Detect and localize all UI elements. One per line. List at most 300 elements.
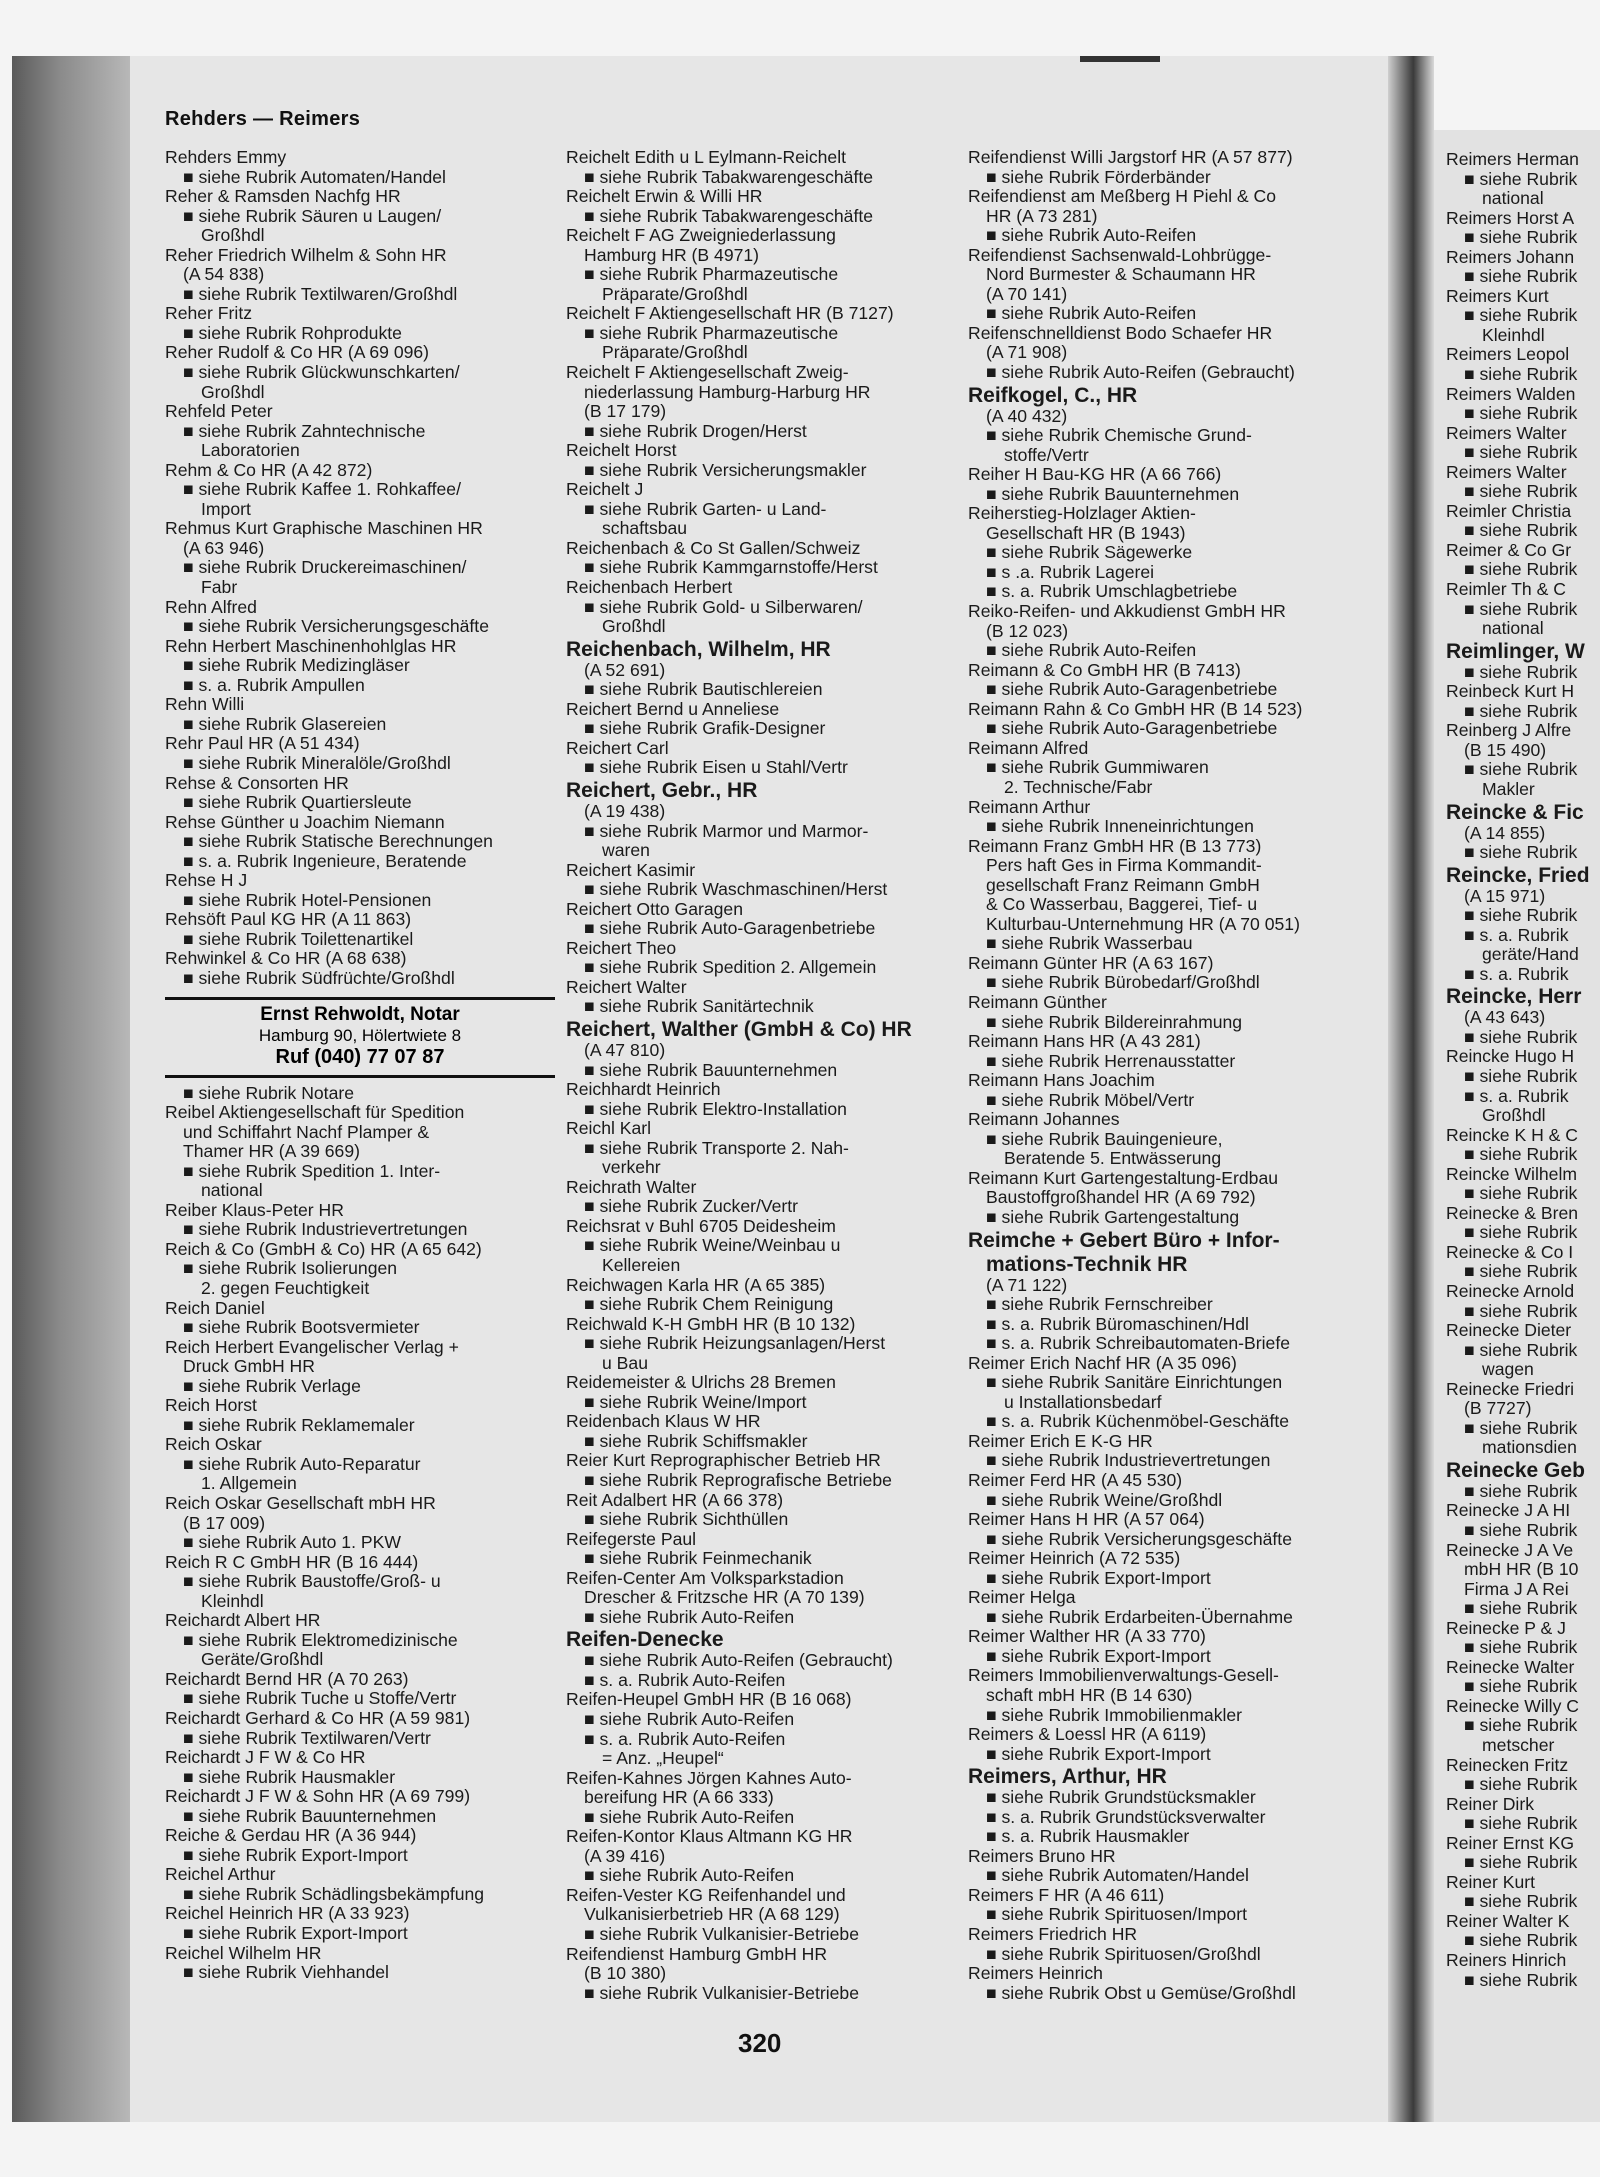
directory-subentry: ■ siehe Rubrik Bauunternehmen — [986, 483, 1240, 504]
directory-subentry: stoffe/Vertr — [1004, 444, 1089, 465]
directory-entry: Rehm & Co HR (A 42 872) — [165, 459, 373, 480]
directory-entry: Reichelt Erwin & Willi HR — [566, 186, 763, 207]
directory-entry: Reinecke Friedri — [1446, 1378, 1575, 1399]
directory-entry: Reinberg J Alfre — [1446, 720, 1572, 741]
directory-subentry: ■ siehe Rubrik Export-Import — [986, 1645, 1211, 1666]
directory-subentry: ■ siehe Rubrik Spedition 1. Inter- — [183, 1160, 441, 1181]
directory-entry: Reichrath Walter — [566, 1176, 697, 1197]
directory-subentry: ■ siehe Rubrik Grafik-Designer — [584, 718, 826, 739]
directory-subentry: Kleinhdl — [1482, 324, 1545, 345]
directory-subentry: u Installationsbedarf — [1004, 1391, 1162, 1412]
directory-entry: Reichelt F Aktiengesellschaft Zweig- — [566, 362, 849, 383]
directory-subentry: ■ siehe Rubrik Industrievertretungen — [183, 1219, 468, 1240]
directory-subentry: Hamburg HR (B 4971) — [584, 244, 760, 265]
directory-subentry: ■ siehe Rubrik Weine/Import — [584, 1391, 807, 1412]
directory-entry: Reifen-Kahnes Jörgen Kahnes Auto- — [566, 1767, 852, 1788]
directory-subentry: ■ siehe Rubrik Sägewerke — [986, 542, 1193, 563]
directory-subentry: mationsdien — [1482, 1437, 1577, 1458]
directory-subentry: ■ siehe Rubrik Elektromedizinische — [183, 1629, 458, 1650]
directory-entry: Reimann & Co GmbH HR (B 7413) — [968, 659, 1241, 680]
directory-subentry: Laboratorien — [201, 440, 300, 461]
column-1 — [165, 148, 555, 1983]
directory-subentry: ■ siehe Rubrik Schädlingsbekämpfung — [183, 1883, 485, 1904]
directory-subentry: verkehr — [602, 1157, 661, 1178]
directory-subentry: Import — [201, 498, 251, 519]
directory-subentry: ■ siehe Rubrik Spedition 2. Allgemein — [584, 957, 877, 978]
directory-subentry: ■ siehe Rubrik Versicherungsgeschäfte — [183, 616, 489, 637]
directory-subentry: ■ siehe Rubrik Statische Berechnungen — [183, 831, 493, 852]
directory-entry: Reifendienst Hamburg GmbH HR — [566, 1943, 828, 1964]
directory-entry: Reichsrat v Buhl 6705 Deidesheim — [566, 1215, 836, 1236]
directory-entry: Reichert Bernd u Anneliese — [566, 698, 780, 719]
directory-entry: Reichelt J — [566, 479, 644, 500]
directory-subentry: ■ s. a. Rubrik Ingenieure, Beratende — [183, 850, 467, 871]
directory-subentry: ■ siehe Rubrik Kammgarnstoffe/Herst — [584, 557, 878, 578]
directory-subentry: mbH HR (B 10 — [1464, 1559, 1579, 1580]
directory-subentry: schaft mbH HR (B 14 630) — [986, 1685, 1193, 1706]
directory-subentry: ■ siehe Rubrik Sichthüllen — [584, 1509, 789, 1530]
directory-entry: Reifenschnelldienst Bodo Schaefer HR — [968, 322, 1273, 343]
directory-entry: Reifendienst am Meßberg H Piehl & Co — [968, 186, 1277, 207]
directory-entry: Reich & Co (GmbH & Co) HR (A 65 642) — [165, 1238, 482, 1259]
directory-subentry: = Anz. „Heupel“ — [602, 1748, 724, 1769]
directory-entry: Reher Fritz — [165, 303, 253, 324]
directory-entry-bold: Reinecke Geb — [1446, 1458, 1585, 1482]
directory-subentry: ■ siehe Rubrik — [1464, 1520, 1578, 1540]
directory-entry: Reimann Alfred — [968, 737, 1089, 758]
directory-subentry: 1. Allgemein — [201, 1473, 297, 1494]
directory-entry-bold: Reincke & Fic — [1446, 800, 1584, 824]
directory-entry: Reimer Hans H HR (A 57 064) — [968, 1509, 1205, 1530]
directory-subentry: (A 47 810) — [584, 1039, 666, 1060]
directory-entry: Reichert Kasimir — [566, 859, 696, 880]
directory-entry: Reifen-Center Am Volksparkstadion — [566, 1567, 844, 1588]
directory-subentry: (A 52 691) — [584, 659, 666, 680]
directory-entry: Reimers Bruno HR — [968, 1845, 1116, 1866]
directory-subentry: ■ s. a. Rubrik Büromaschinen/Hdl — [986, 1313, 1249, 1334]
directory-subentry: ■ siehe Rubrik Medizingläser — [183, 655, 410, 676]
directory-subentry: ■ siehe Rubrik Auto-Garagenbetriebe — [584, 918, 876, 939]
directory-subentry: ■ siehe Rubrik — [1464, 905, 1578, 926]
directory-subentry: ■ siehe Rubrik Automaten/Handel — [183, 166, 446, 187]
directory-entry: Reinecke J A Ve — [1446, 1539, 1574, 1560]
directory-subentry: schaftsbau — [602, 518, 688, 539]
directory-subentry: ■ siehe Rubrik Auto 1. PKW — [183, 1532, 401, 1553]
directory-entry: Reiherstieg-Holzlager Aktien- — [968, 503, 1196, 524]
directory-subentry: ■ siehe Rubrik Erdarbeiten-Übernahme — [986, 1606, 1293, 1627]
directory-subentry: Kellereien — [602, 1254, 681, 1275]
directory-subentry: (A 71 122) — [986, 1274, 1068, 1295]
directory-subentry: ■ siehe Rubrik — [1464, 481, 1578, 502]
directory-subentry: Kleinhdl — [201, 1590, 264, 1611]
directory-subentry: ■ siehe Rubrik Industrievertretungen — [986, 1450, 1271, 1471]
directory-entry: Reimer Erich E K-G HR — [968, 1430, 1153, 1451]
directory-subentry: (A 40 432) — [986, 405, 1068, 426]
directory-subentry: ■ siehe Rubrik Spirituosen/Import — [986, 1904, 1247, 1925]
directory-subentry: ■ siehe Rubrik Auto-Reifen — [986, 303, 1197, 324]
directory-entry: Reimer Ferd HR (A 45 530) — [968, 1470, 1183, 1490]
directory-subentry: ■ siehe Rubrik Kaffee 1. Rohkaffee/ — [183, 479, 461, 500]
directory-entry: Reibel Aktiengesellschaft für Spedition — [165, 1102, 465, 1123]
directory-entry: Reimers Walter — [1446, 422, 1567, 443]
directory-subentry: ■ siehe Rubrik — [1464, 598, 1578, 619]
directory-entry: Reifegerste Paul — [566, 1528, 697, 1549]
directory-entry: Reichwagen Karla HR (A 65 385) — [566, 1274, 826, 1295]
directory-subentry: u Bau — [602, 1352, 648, 1373]
directory-subentry: ■ siehe Rubrik Tuche u Stoffe/Vertr — [183, 1688, 457, 1709]
directory-subentry: (A 15 971) — [1464, 885, 1546, 906]
directory-entry: Reichert Otto Garagen — [566, 898, 744, 919]
directory-subentry: ■ siehe Rubrik Inneneinrichtungen — [986, 816, 1254, 837]
directory-entry: Reit Adalbert HR (A 66 378) — [566, 1489, 784, 1510]
directory-subentry: (B 12 023) — [986, 620, 1069, 641]
directory-entry: Reimann Hans HR (A 43 281) — [968, 1031, 1201, 1052]
directory-entry-bold: Reichert, Walther (GmbH & Co) HR — [566, 1017, 912, 1041]
directory-subentry: ■ siehe Rubrik — [1464, 842, 1578, 863]
directory-subentry: ■ s. a. Rubrik — [1464, 1085, 1569, 1106]
directory-subentry: ■ siehe Rubrik Isolierungen — [183, 1258, 398, 1279]
directory-subentry: ■ siehe Rubrik Glückwunschkarten/ — [183, 362, 460, 383]
directory-subentry: ■ siehe Rubrik Sanitäre Einrichtungen — [986, 1372, 1283, 1393]
directory-subentry: ■ siehe Rubrik Bootsvermieter — [183, 1317, 420, 1338]
directory-entry: Reinecke P & J — [1446, 1617, 1566, 1638]
directory-subentry: ■ s. a. Rubrik Hausmakler — [986, 1826, 1190, 1847]
directory-entry: Reimers Friedrich HR — [968, 1924, 1138, 1945]
directory-subentry: ■ siehe Rubrik Versicherungsmakler — [584, 459, 867, 480]
directory-entry: Reimann Arthur — [968, 796, 1091, 817]
directory-subentry: geräte/Hand — [1482, 944, 1579, 965]
directory-subentry: ■ siehe Rubrik — [1464, 661, 1578, 682]
directory-entry: Reimer Walther HR (A 33 770) — [968, 1626, 1206, 1647]
directory-subentry: ■ siehe Rubrik Zahntechnische — [183, 420, 426, 441]
directory-entry: Reimer Erich Nachf HR (A 35 096) — [968, 1352, 1237, 1373]
directory-entry: Reiko-Reifen- und Akkudienst GmbH HR — [968, 601, 1286, 622]
directory-entry: Reichwald K-H GmbH HR (B 10 132) — [566, 1313, 856, 1334]
directory-subentry: (A 14 855) — [1464, 822, 1546, 843]
directory-entry: Reinecken Fritz — [1446, 1754, 1569, 1775]
directory-subentry: ■ s. a. Rubrik Auto-Reifen — [584, 1669, 786, 1690]
directory-entry: Rehwinkel & Co HR (A 68 638) — [165, 948, 407, 969]
directory-entry: Rehsöft Paul KG HR (A 11 863) — [165, 909, 412, 930]
directory-entry: Rehn Willi — [165, 694, 245, 715]
directory-subentry: Thamer HR (A 39 669) — [183, 1141, 360, 1162]
directory-subentry: ■ siehe Rubrik — [1464, 1222, 1578, 1243]
directory-subentry: ■ siehe Rubrik Mineralöle/Großhdl — [183, 752, 451, 773]
directory-subentry: ■ siehe Rubrik Glasereien — [183, 713, 387, 734]
directory-entry: Reichelt F AG Zweigniederlassung — [566, 225, 836, 246]
directory-subentry: Kulturbau-Unternehmung HR (A 70 051) — [986, 913, 1300, 934]
directory-subentry: ■ siehe Rubrik Herrenausstatter — [986, 1050, 1236, 1071]
directory-entry: Reifen-Vester KG Reifenhandel und — [566, 1884, 846, 1905]
directory-subentry: ■ siehe Rubrik Wasserbau — [986, 933, 1193, 954]
directory-entry: Reichel Wilhelm HR — [165, 1942, 322, 1963]
directory-subentry: ■ siehe Rubrik Viehhandel — [183, 1962, 389, 1983]
directory-subentry: niederlassung Hamburg-Harburg HR — [584, 381, 871, 402]
directory-entry: Rehse H J — [165, 870, 248, 891]
directory-subentry: ■ siehe Rubrik Bauingenieure, — [986, 1128, 1223, 1149]
directory-entry: Reichert Theo — [566, 937, 677, 958]
directory-entry-bold: Reifen-Denecke — [566, 1628, 724, 1652]
directory-entry: Reher Rudolf & Co HR (A 69 096) — [165, 342, 430, 363]
directory-entry: Reichelt F Aktiengesellschaft HR (B 7127) — [566, 303, 894, 324]
directory-subentry: ■ siehe Rubrik Pharmazeutische — [584, 264, 839, 285]
directory-entry: Reinecke J A HI — [1446, 1500, 1571, 1521]
directory-subentry: (B 7727) — [1464, 1398, 1532, 1419]
notary-advertisement — [165, 997, 555, 1078]
directory-subentry: ■ siehe Rubrik — [1464, 266, 1578, 287]
directory-subentry: ■ siehe Rubrik Heizungsanlagen/Herst — [584, 1333, 886, 1354]
directory-entry: Reichenbach Herbert — [566, 577, 733, 598]
directory-subentry: ■ siehe Rubrik Bildereinrahmung — [986, 1011, 1243, 1032]
directory-subentry: ■ siehe Rubrik — [1464, 1891, 1578, 1912]
directory-subentry: Geräte/Großhdl — [201, 1649, 324, 1670]
directory-subentry: ■ siehe Rubrik — [1464, 1637, 1578, 1658]
notary-name: Ernst Rehwoldt, Notar — [260, 1003, 460, 1025]
directory-subentry: Baustoffgroßhandel HR (A 69 792) — [986, 1187, 1256, 1208]
directory-subentry: gesellschaft Franz Reimann GmbH — [986, 874, 1260, 895]
directory-subentry: ■ siehe Rubrik Hotel-Pensionen — [183, 889, 432, 910]
directory-entry: Reinecke Willy C — [1446, 1695, 1579, 1716]
directory-subentry: ■ siehe Rubrik — [1464, 442, 1578, 463]
directory-subentry: ■ siehe Rubrik Auto-Reifen — [584, 1806, 795, 1827]
directory-subentry: ■ siehe Rubrik Gold- u Silberwaren/ — [584, 596, 863, 617]
directory-subentry: ■ siehe Rubrik Chemische Grund- — [986, 425, 1252, 446]
directory-entry: Reich Horst — [165, 1395, 257, 1416]
directory-subentry: ■ siehe Rubrik — [1464, 1813, 1578, 1834]
directory-subentry: ■ siehe Rubrik Fernschreiber — [986, 1294, 1213, 1315]
directory-entry: Reichardt Gerhard & Co HR (A 59 981) — [165, 1708, 471, 1729]
directory-subentry: ■ siehe Rubrik — [1464, 1969, 1578, 1990]
directory-subentry: Präparate/Großhdl — [602, 342, 748, 363]
directory-subentry: ■ siehe Rubrik Eisen u Stahl/Vertr — [584, 757, 848, 778]
directory-entry: Reinecke & Co I — [1446, 1241, 1574, 1262]
directory-subentry: ■ siehe Rubrik Export-Import — [986, 1567, 1211, 1588]
directory-subentry: ■ siehe Rubrik Export-Import — [986, 1743, 1211, 1764]
notary-phone: Ruf (040) 77 07 87 — [275, 1045, 445, 1068]
directory-entry-bold: Reimlinger, W — [1446, 639, 1585, 663]
directory-subentry: ■ siehe Rubrik — [1464, 1339, 1578, 1360]
directory-subentry: ■ siehe Rubrik Toilettenartikel — [183, 928, 414, 949]
directory-entry: Reimers F HR (A 46 611) — [968, 1884, 1165, 1905]
directory-entry: Reiner Ernst KG — [1446, 1832, 1575, 1853]
directory-subentry: ■ s .a. Rubrik Lagerei — [986, 561, 1155, 582]
directory-entry: Reiners Hinrich — [1446, 1950, 1567, 1971]
directory-entry: Reimers Heinrich — [968, 1963, 1103, 1984]
directory-subentry: ■ siehe Rubrik Marmor und Marmor- — [584, 820, 869, 841]
directory-subentry: ■ siehe Rubrik — [1464, 1715, 1578, 1736]
directory-entry: Rehr Paul HR (A 51 434) — [165, 733, 360, 754]
directory-entry: Reimer & Co Gr — [1446, 539, 1572, 560]
directory-entry: Reichardt Albert HR — [165, 1610, 321, 1631]
directory-subentry: ■ siehe Rubrik Zucker/Vertr — [584, 1196, 799, 1217]
directory-subentry: Vulkanisierbetrieb HR (A 68 129) — [584, 1904, 840, 1925]
directory-entry: Reichel Heinrich HR (A 33 923) — [165, 1903, 410, 1924]
directory-entry: Reimler Christia — [1446, 500, 1572, 521]
directory-subentry: ■ siehe Rubrik — [1464, 759, 1578, 780]
book-edge — [12, 56, 130, 2122]
directory-subentry: (A 43 643) — [1464, 1007, 1546, 1028]
page-header: Rehders — Reimers — [165, 108, 361, 130]
directory-entry: Reichel Arthur — [165, 1864, 276, 1885]
directory-entry: Reich Oskar Gesellschaft mbH HR — [165, 1493, 436, 1513]
directory-subentry: ■ siehe Rubrik Auto-Reifen — [986, 225, 1197, 246]
directory-subentry: und Schiffahrt Nachf Plamper & — [183, 1121, 430, 1142]
directory-subentry: ■ siehe Rubrik — [1464, 1300, 1578, 1321]
directory-subentry: ■ s. a. Rubrik Ampullen — [183, 674, 365, 695]
directory-subentry: ■ siehe Rubrik — [1464, 559, 1578, 580]
directory-entry-bold: Reimche + Gebert Büro + Infor- — [968, 1228, 1280, 1252]
directory-subentry: ■ siehe Rubrik Vulkanisier-Betriebe — [584, 1924, 859, 1945]
directory-subentry: ■ siehe Rubrik Bauunternehmen — [584, 1059, 838, 1080]
directory-subentry: ■ siehe Rubrik — [1464, 1417, 1578, 1438]
directory-subentry: ■ siehe Rubrik Feinmechanik — [584, 1548, 812, 1569]
directory-subentry: ■ siehe Rubrik Automaten/Handel — [986, 1865, 1249, 1886]
directory-subentry: ■ siehe Rubrik — [1464, 1676, 1578, 1697]
directory-subentry: (B 15 490) — [1464, 739, 1547, 760]
directory-subentry: ■ siehe Rubrik — [1464, 1598, 1578, 1619]
directory-subentry: & Co Wasserbau, Baggerei, Tief- u — [986, 894, 1258, 915]
directory-subentry: ■ siehe Rubrik Vulkanisier-Betriebe — [584, 1982, 859, 2003]
directory-subentry: Makler — [1482, 778, 1535, 799]
directory-subentry: Großhdl — [201, 381, 265, 402]
directory-subentry: ■ s. a. Rubrik Grundstücksverwalter — [986, 1806, 1266, 1827]
directory-subentry: ■ siehe Rubrik Textilwaren/Großhdl — [183, 283, 458, 304]
directory-subentry: ■ siehe Rubrik Elektro-Installation — [584, 1098, 847, 1119]
directory-entry: Reich R C GmbH HR (B 16 444) — [165, 1551, 419, 1572]
directory-entry: Reinbeck Kurt H — [1446, 681, 1575, 702]
directory-subentry: ■ siehe Rubrik Möbel/Vertr — [986, 1089, 1195, 1110]
directory-subentry: Präparate/Großhdl — [602, 283, 748, 304]
directory-subentry: ■ s. a. Rubrik Auto-Reifen — [584, 1728, 786, 1749]
directory-entry: Reinecke & Bren — [1446, 1202, 1579, 1223]
directory-subentry: waren — [602, 840, 650, 861]
directory-subentry: ■ siehe Rubrik Auto-Reifen — [986, 640, 1197, 661]
column-2 — [566, 148, 956, 2003]
directory-subentry: Pers haft Ges in Firma Kommandit- — [986, 855, 1262, 876]
directory-subentry: Nord Burmester & Schaumann HR — [986, 264, 1256, 285]
directory-subentry: (B 10 380) — [584, 1963, 667, 1984]
directory-entry: Reiher H Bau-KG HR (A 66 766) — [968, 464, 1222, 485]
directory-entry: Reinecke Walter — [1446, 1656, 1575, 1677]
directory-entry-bold: Reifkogel, C., HR — [968, 383, 1138, 407]
directory-entry: Reifen-Heupel GmbH HR (B 16 068) — [566, 1689, 852, 1710]
directory-entry-bold: Reincke, Fried — [1446, 863, 1590, 887]
directory-entry: Reimers Horst A — [1446, 207, 1575, 228]
directory-subentry: ■ siehe Rubrik Druckereimaschinen/ — [183, 557, 467, 578]
directory-entry: Reimann Kurt Gartengestaltung-Erdbau — [968, 1167, 1279, 1188]
directory-subentry: ■ siehe Rubrik — [1464, 227, 1578, 248]
directory-entry: Reichelt Horst — [566, 440, 677, 461]
directory-subentry: ■ siehe Rubrik Transporte 2. Nah- — [584, 1137, 849, 1158]
directory-subentry: ■ siehe Rubrik Notare — [183, 1082, 354, 1103]
directory-subentry: ■ siehe Rubrik Säuren u Laugen/ — [183, 205, 442, 226]
directory-subentry: 2. Technische/Fabr — [1004, 776, 1153, 797]
directory-subentry: ■ siehe Rubrik — [1464, 1930, 1578, 1951]
directory-entry: Reimann Günter HR (A 63 167) — [968, 952, 1214, 973]
directory-entry: Reinecke Dieter — [1446, 1320, 1572, 1341]
directory-subentry: ■ s. a. Rubrik Umschlagbetriebe — [986, 581, 1238, 602]
directory-subentry: ■ siehe Rubrik Textilwaren/Vertr — [183, 1727, 431, 1748]
directory-entry: Rehn Alfred — [165, 596, 257, 617]
directory-subentry: (A 63 946) — [183, 537, 265, 558]
directory-subentry: (A 70 141) — [986, 283, 1068, 304]
column-3 — [968, 148, 1378, 2003]
directory-entry: Rehn Herbert Maschinenhohlglas HR — [165, 635, 457, 656]
directory-subentry: ■ siehe Rubrik — [1464, 403, 1578, 424]
directory-entry: Reimers Johann — [1446, 246, 1575, 267]
directory-entry: Rehders Emmy — [165, 148, 287, 167]
directory-subentry: ■ s. a. Rubrik — [1464, 963, 1569, 984]
directory-entry: Reich Daniel — [165, 1297, 265, 1318]
directory-subentry: Drescher & Fritzsche HR (A 70 139) — [584, 1587, 865, 1608]
top-mark — [1080, 56, 1160, 62]
directory-subentry: ■ siehe Rubrik Förderbänder — [986, 166, 1211, 187]
directory-entry: Reimer Heinrich (A 72 535) — [968, 1548, 1181, 1569]
directory-subentry: national — [1482, 188, 1544, 209]
directory-entry-bold: Reichert, Gebr., HR — [566, 778, 758, 802]
directory-subentry: ■ siehe Rubrik — [1464, 1183, 1578, 1204]
directory-entry: Reiche & Gerdau HR (A 36 944) — [165, 1825, 417, 1846]
directory-entry-bold: Reichenbach, Wilhelm, HR — [566, 637, 831, 661]
directory-subentry: Großhdl — [201, 225, 265, 246]
directory-entry: Reidemeister & Ulrichs 28 Bremen — [566, 1372, 836, 1393]
directory-entry: Rehse & Consorten HR — [165, 772, 349, 793]
directory-subentry: (A 54 838) — [183, 264, 265, 285]
directory-entry: Reichl Karl — [566, 1118, 652, 1139]
directory-subentry: ■ siehe Rubrik Reprografische Betriebe — [584, 1470, 892, 1490]
directory-subentry: (A 19 438) — [584, 800, 666, 821]
directory-entry: Reichert Carl — [566, 737, 669, 758]
directory-subentry: ■ siehe Rubrik — [1464, 1026, 1578, 1047]
directory-subentry: ■ siehe Rubrik — [1464, 168, 1578, 189]
directory-subentry: (A 71 908) — [986, 342, 1068, 363]
directory-entry: Reich Oskar — [165, 1434, 262, 1455]
directory-subentry: ■ s. a. Rubrik Schreibautomaten-Briefe — [986, 1333, 1290, 1354]
book-gutter — [1388, 56, 1434, 2122]
directory-subentry: ■ siehe Rubrik — [1464, 1065, 1578, 1086]
directory-subentry: (B 17 009) — [183, 1512, 266, 1533]
directory-entry: Reichhardt Heinrich — [566, 1079, 721, 1100]
directory-subentry: ■ siehe Rubrik Auto-Reifen — [584, 1709, 795, 1730]
directory-entry: Reichelt Edith u L Eylmann-Reichelt — [566, 148, 847, 167]
directory-subentry: ■ siehe Rubrik Chem Reinigung — [584, 1294, 834, 1315]
directory-entry: Reichenbach & Co St Gallen/Schweiz — [566, 537, 861, 558]
directory-subentry: ■ siehe Rubrik Südfrüchte/Großhdl — [183, 967, 455, 988]
directory-entry: Rehfeld Peter — [165, 401, 273, 422]
directory-subentry: ■ siehe Rubrik Auto-Garagenbetriebe — [986, 718, 1278, 739]
directory-subentry: (A 39 416) — [584, 1845, 666, 1866]
directory-subentry: bereifung HR (A 66 333) — [584, 1787, 774, 1808]
directory-entry: Reifendienst Willi Jargstorf HR (A 57 877) — [968, 148, 1293, 167]
directory-subentry: ■ siehe Rubrik — [1464, 1261, 1578, 1282]
directory-subentry: ■ siehe Rubrik — [1464, 1144, 1578, 1165]
directory-entry: Reimer Helga — [968, 1587, 1076, 1608]
column-1-entries-continued — [165, 1084, 555, 1983]
directory-subentry: ■ siehe Rubrik — [1464, 1480, 1578, 1501]
directory-entry: Reich Herbert Evangelischer Verlag + — [165, 1336, 459, 1357]
directory-subentry: ■ siehe Rubrik Auto-Reparatur — [183, 1453, 421, 1474]
directory-subentry: ■ siehe Rubrik — [1464, 700, 1578, 721]
directory-subentry: ■ siehe Rubrik Tabakwarengeschäfte — [584, 205, 874, 226]
directory-subentry: ■ siehe Rubrik — [1464, 1852, 1578, 1873]
directory-subentry: metscher — [1482, 1735, 1555, 1756]
directory-entry: Reimann Günther — [968, 991, 1107, 1012]
directory-subentry: ■ siehe Rubrik Gartengestaltung — [986, 1206, 1240, 1227]
directory-subentry: ■ siehe Rubrik Grundstücksmakler — [986, 1787, 1256, 1808]
directory-entry: Reincke Hugo H — [1446, 1046, 1575, 1067]
directory-subentry: ■ siehe Rubrik Auto-Reifen — [584, 1606, 795, 1627]
directory-subentry: ■ siehe Rubrik Quartiersleute — [183, 792, 412, 813]
